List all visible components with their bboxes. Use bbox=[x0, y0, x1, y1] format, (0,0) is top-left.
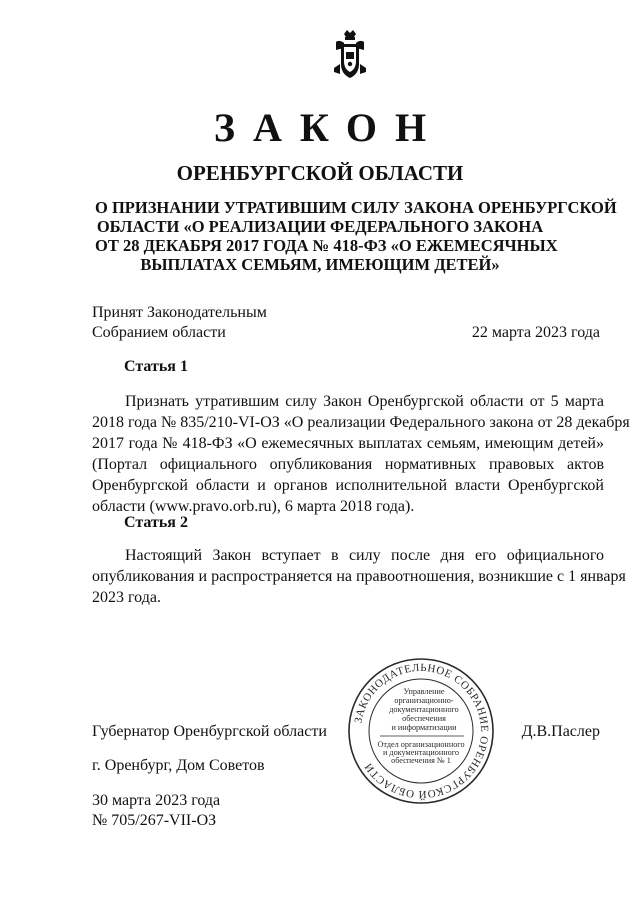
paragraph-line: Настоящий Закон вступает в силу после дня его официального bbox=[125, 547, 604, 564]
stamp-text: обеспечения bbox=[402, 714, 446, 723]
adoption-line-1: Принят Законодательным bbox=[92, 304, 267, 321]
subject-line: ВЫПЛАТАХ СЕМЬЯМ, ИМЕЮЩИМ ДЕТЕЙ» bbox=[140, 255, 500, 274]
stamp-text: Отдел организационного bbox=[377, 740, 465, 749]
adoption-line-2: Собранием области bbox=[92, 324, 226, 341]
stamp-text: документационного bbox=[389, 705, 459, 714]
signing-date: 30 марта 2023 года bbox=[92, 792, 221, 809]
paragraph-line: опубликования и распространяется на правоотношения, возникшие с 1 января bbox=[92, 568, 626, 585]
subject-line: ОТ 28 ДЕКАБРЯ 2017 ГОДА № 418-ФЗ «О ЕЖЕМЕСЯЧНЫХ bbox=[95, 236, 558, 255]
signatory-position: Губернатор Оренбургской области bbox=[92, 723, 327, 740]
official-stamp bbox=[346, 656, 496, 806]
coat-of-arms-emblem bbox=[330, 28, 370, 80]
article-1-text bbox=[92, 391, 630, 517]
region-title: ОРЕНБУРГСКОЙ ОБЛАСТИ bbox=[176, 161, 464, 185]
subject-line: О ПРИЗНАНИИ УТРАТИВШИМ СИЛУ ЗАКОНА ОРЕНБУРГСКОЙ bbox=[95, 198, 617, 217]
article-2-heading: Статья 2 bbox=[124, 514, 188, 531]
law-number: № 705/267-VII-ОЗ bbox=[92, 812, 217, 829]
signing-place: г. Оренбург, Дом Советов bbox=[92, 757, 265, 774]
paragraph-line: области (www.pravo.orb.ru), 6 марта 2018 года). bbox=[92, 498, 415, 515]
adoption-date: 22 марта 2023 года bbox=[471, 324, 600, 341]
subject-line: ОБЛАСТИ «О РЕАЛИЗАЦИИ ФЕДЕРАЛЬНОГО ЗАКОНА bbox=[96, 217, 544, 236]
paragraph-line: (Портал официального опубликования нормативных правовых актов bbox=[92, 456, 604, 473]
stamp-ring-text: ЗАКОНОДАТЕЛЬНОЕ СОБРАНИЕ ОРЕНБУРГСКОЙ ОБЛАСТИ bbox=[352, 661, 491, 801]
article-2-text bbox=[92, 545, 626, 608]
paragraph-line: 2017 года № 418-ФЗ «О ежемесячных выплатах семьям, имеющим детей» bbox=[92, 435, 604, 452]
stamp-text: Управление bbox=[403, 687, 445, 696]
stamp-text: и документационного bbox=[382, 748, 460, 757]
law-title: ЗАКОН bbox=[213, 105, 445, 150]
paragraph-line: Оренбургской области и органов исполнительной власти Оренбургской bbox=[92, 477, 604, 494]
paragraph-line: 2023 года. bbox=[92, 589, 161, 606]
paragraph-line: 2018 года № 835/210-VI-ОЗ «О реализации Федерального закона от 28 декабря bbox=[92, 414, 630, 431]
article-1-heading: Статья 1 bbox=[124, 358, 188, 375]
stamp-text: организационно- bbox=[394, 696, 454, 705]
paragraph-line: Признать утратившим силу Закон Оренбургской области от 5 марта bbox=[125, 393, 604, 410]
stamp-text: обеспечения № 1 bbox=[391, 756, 451, 765]
stamp-text: и информатизации bbox=[391, 723, 457, 732]
signatory-name: Д.В.Паслер bbox=[521, 723, 600, 740]
law-subject bbox=[95, 198, 617, 274]
